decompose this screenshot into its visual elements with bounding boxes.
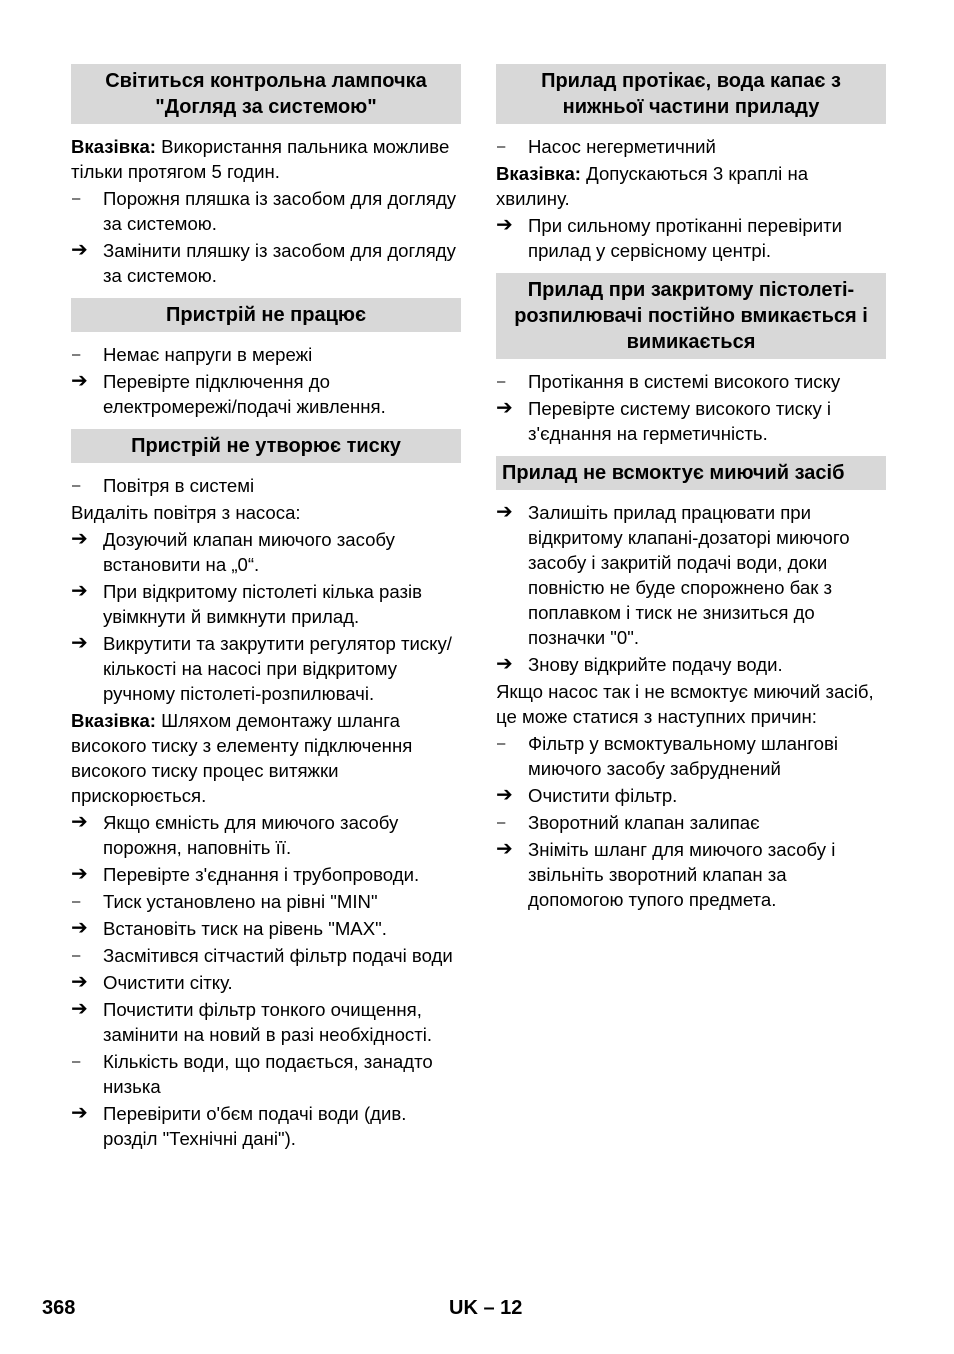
paragraph [496, 679, 886, 729]
cause-text: Засмітився сітчастий фільтр подачі води [103, 945, 453, 966]
cause-text: Немає напруги в мережі [103, 344, 313, 365]
remedy-item [496, 783, 886, 808]
arrow-right-icon: ➔ [496, 784, 513, 806]
remedy-item [496, 652, 886, 677]
remedy-item [71, 862, 461, 887]
cause-text: Повітря в системі [103, 475, 255, 496]
remedy-item [71, 970, 461, 995]
arrow-right-icon: ➔ [71, 971, 88, 993]
right-column [496, 64, 886, 914]
remedy-item [71, 579, 461, 629]
dash-icon: – [497, 814, 506, 831]
dash-icon: – [497, 735, 506, 752]
cause-item [71, 1049, 461, 1099]
remedy-text: При відкритому пістолеті кілька разів увімкнути й вимкнути прилад. [103, 581, 423, 627]
dash-icon: – [72, 346, 81, 363]
cause-text: Протікання в системі високого тиску [528, 371, 841, 392]
cause-item [71, 342, 461, 367]
remedy-item [496, 396, 886, 446]
remedy-text: Почистити фільтр тонкого очищення, замінити на новий в разі необхідності. [103, 999, 433, 1045]
remedy-item [496, 213, 886, 263]
cause-text: Зворотний клапан залипає [528, 812, 760, 833]
remedy-text: Перевірте систему високого тиску і з'єднання на герметичність. [528, 398, 832, 444]
cause-item [496, 369, 886, 394]
section-heading: Прилад протікає, вода капає з нижньої частини приладу [496, 64, 886, 124]
arrow-right-icon: ➔ [496, 397, 513, 419]
note-paragraph [71, 708, 461, 808]
note-paragraph [496, 161, 886, 211]
remedy-item [71, 631, 461, 706]
dash-icon: – [72, 477, 81, 494]
section-heading: Пристрій не утворює тиску [71, 429, 461, 463]
section-heading: Світиться контрольна лампочка "Догляд за системою" [71, 64, 461, 124]
dash-icon: – [497, 373, 506, 390]
remedy-text: Залишіть прилад працювати при відкритому клапані-дозаторі миючого засобу і закритій подачі води, доки повністю не буде спорожнено бак з поплавком і тиск не знизиться до позначки "0". [528, 502, 850, 648]
remedy-item [71, 369, 461, 419]
remedy-text: Замінити пляшку із засобом для догляду за системою. [103, 240, 456, 286]
dash-icon: – [497, 138, 506, 155]
cause-text: Фільтр у всмоктувальному шлангові миючого засобу забруднений [528, 733, 839, 779]
cause-text: Кількість води, що подається, занадто низька [103, 1051, 433, 1097]
page-label: UK – 12 [449, 1297, 523, 1319]
remedy-text: Очистити сітку. [103, 972, 233, 993]
remedy-item [496, 500, 886, 650]
arrow-right-icon: ➔ [71, 811, 88, 833]
arrow-right-icon: ➔ [71, 917, 88, 939]
left-column [71, 64, 461, 1153]
cause-item [496, 810, 886, 835]
remedy-item [71, 238, 461, 288]
remedy-text: Перевірте з'єднання і трубопроводи. [103, 864, 420, 885]
remedy-item [71, 527, 461, 577]
remedy-text: Дозуючий клапан миючого засобу встановити на „0“. [103, 529, 395, 575]
arrow-right-icon: ➔ [496, 653, 513, 675]
remedy-item [71, 1101, 461, 1151]
cause-text: Тиск установлено на рівні "MIN" [103, 891, 378, 912]
arrow-right-icon: ➔ [71, 239, 88, 261]
arrow-right-icon: ➔ [71, 580, 88, 602]
section-heading: Пристрій не працює [71, 298, 461, 332]
remedy-item [496, 837, 886, 912]
dash-icon: – [72, 947, 81, 964]
arrow-right-icon: ➔ [71, 998, 88, 1020]
arrow-right-icon: ➔ [71, 632, 88, 654]
dash-icon: – [72, 893, 81, 910]
paragraph-text: Якщо насос так і не всмоктує миючий засіб, це може статися з наступних причин: [496, 681, 874, 727]
cause-item [71, 186, 461, 236]
cause-item [71, 889, 461, 914]
paragraph-text: Використання пальника можливе тільки протягом 5 годин. [71, 136, 450, 182]
remedy-item [71, 916, 461, 941]
paragraph-text: Видаліть повітря з насоса: [71, 502, 301, 523]
remedy-item [71, 997, 461, 1047]
arrow-right-icon: ➔ [496, 838, 513, 860]
remedy-text: Перевірити о'бєм подачі води (див. розділ "Технічні дані"). [103, 1103, 407, 1149]
remedy-item [71, 810, 461, 860]
remedy-text: Якщо ємність для миючого засобу порожня, наповніть її. [103, 812, 399, 858]
paragraph-text: Шляхом демонтажу шланга високого тиску з елементу підключення високого тиску процес витяжки прискорюється. [71, 710, 413, 806]
cause-item [71, 473, 461, 498]
arrow-right-icon: ➔ [496, 214, 513, 236]
arrow-right-icon: ➔ [71, 863, 88, 885]
arrow-right-icon: ➔ [71, 1102, 88, 1124]
remedy-text: Викрутити та закрутити регулятор тиску/кількості на насосі при відкритому ручному пістолеті-розпилювачі. [103, 633, 452, 704]
note-label: Вказівка: [71, 136, 156, 157]
page-number: 368 [42, 1297, 76, 1319]
paragraph [71, 500, 461, 525]
remedy-text: При сильному протіканні перевірити прилад у сервісному центрі. [528, 215, 842, 261]
cause-text: Насос негерметичний [528, 136, 716, 157]
note-label: Вказівка: [496, 163, 581, 184]
dash-icon: – [72, 190, 81, 207]
remedy-text: Знову відкрийте подачу води. [528, 654, 783, 675]
note-label: Вказівка: [71, 710, 156, 731]
note-paragraph [71, 134, 461, 184]
paragraph-text: Допускаються 3 краплі на хвилину. [496, 163, 809, 209]
cause-item [496, 731, 886, 781]
cause-item [71, 943, 461, 968]
cause-text: Порожня пляшка із засобом для догляду за системою. [103, 188, 457, 234]
section-heading: Прилад при закритому пістолеті-розпилювачі постійно вмикається і вимикається [496, 273, 886, 359]
section-heading: Прилад не всмоктує миючий засіб [496, 456, 886, 490]
dash-icon: – [72, 1053, 81, 1070]
remedy-text: Встановіть тиск на рівень "MAX". [103, 918, 387, 939]
remedy-text: Очистити фільтр. [528, 785, 678, 806]
arrow-right-icon: ➔ [496, 501, 513, 523]
remedy-text: Перевірте підключення до електромережі/подачі живлення. [103, 371, 386, 417]
cause-item [496, 134, 886, 159]
remedy-text: Зніміть шланг для миючого засобу і звільніть зворотний клапан за допомогою тупого предмета. [528, 839, 836, 910]
arrow-right-icon: ➔ [71, 370, 88, 392]
arrow-right-icon: ➔ [71, 528, 88, 550]
